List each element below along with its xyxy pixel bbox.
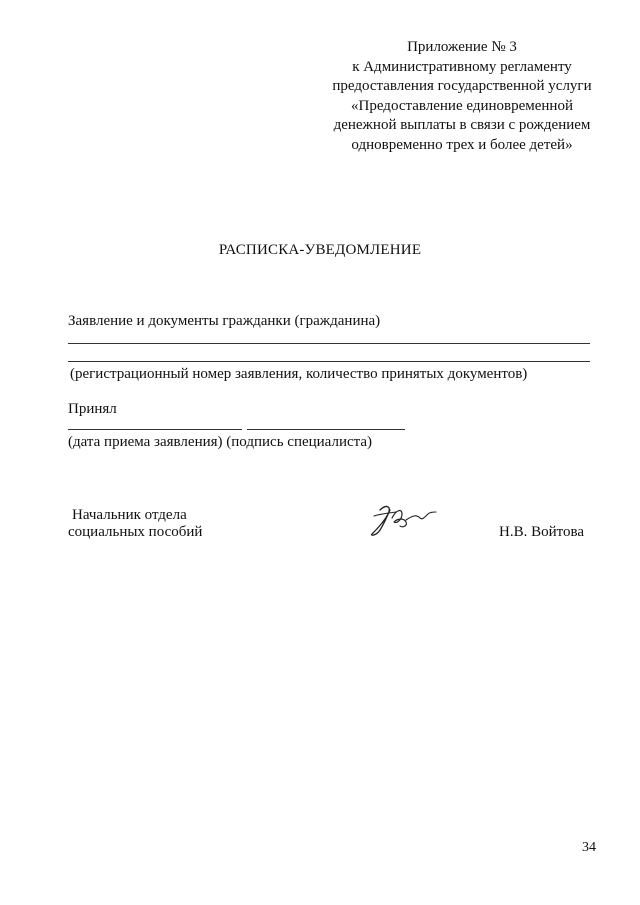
document-title: РАСПИСКА-УВЕДОМЛЕНИЕ — [218, 242, 422, 258]
header-line: «Предоставление единовременной — [351, 97, 573, 114]
appendix-header — [312, 38, 612, 155]
signatory-position: Начальник отдела — [72, 507, 187, 523]
statement-label: Заявление и документы гражданки (гражданина) — [68, 313, 381, 329]
header-line: одновременно трех и более детей» — [351, 136, 573, 153]
header-line: к Административному регламенту — [352, 58, 572, 75]
header-line: предоставления государственной услуги — [332, 78, 592, 94]
header-line: Приложение № 3 — [407, 39, 517, 55]
handwritten-signature — [366, 500, 438, 540]
signatory-position: социальных пособий — [68, 524, 203, 540]
statement-blank-line — [68, 343, 590, 344]
registration-caption: (регистрационный номер заявления, количество принятых документов) — [70, 366, 528, 382]
header-line: денежной выплаты в связи с рождением — [333, 117, 591, 133]
page-number: 34 — [582, 840, 596, 855]
date-blank-line — [68, 429, 242, 430]
statement-blank-line — [68, 361, 590, 362]
date-signature-caption: (дата приема заявления) (подпись специалиста) — [68, 434, 373, 450]
signatory-name: Н.В. Войтова — [499, 524, 585, 540]
signature-blank-line — [247, 429, 405, 430]
accepted-label: Принял — [68, 401, 117, 417]
